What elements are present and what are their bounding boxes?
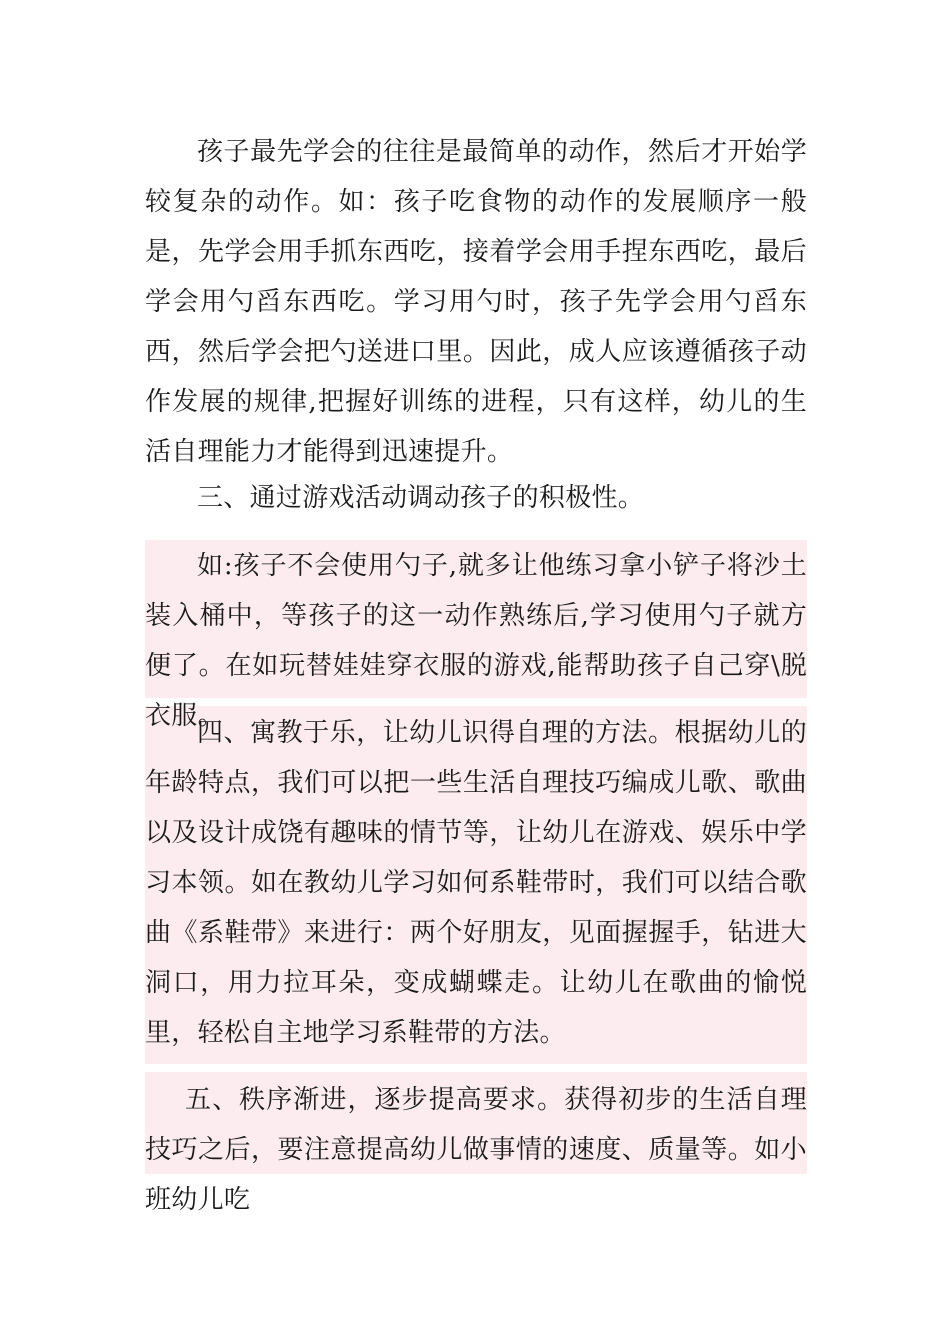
section-heading-3: 三、通过游戏活动调动孩子的积极性。: [197, 483, 645, 513]
paragraph-1: 孩子最先学会的往往是最简单的动作，然后才开始学较复杂的动作。如：孩子吃食物的动作的发展顺序一般是，先学会用手抓东西吃，接着学会用手捏东西吃，最后学会用勺舀东西吃。学习用勺时，孩子先学会用勺舀东西，然后学会把勺送进口里。因此，成人应该遵循孩子动作发展的规律,把握好训练的进程，只有这样，幼儿的生活自理能力才能得到迅速提升。: [145, 137, 807, 467]
paragraph-4: 四、寓教于乐，让幼儿识得自理的方法。根据幼儿的年龄特点，我们可以把一些生活自理技巧编成儿歌、歌曲以及设计成饶有趣味的情节等，让幼儿在游戏、娱乐中学习本领。如在教幼儿学习如何系鞋带时，我们可以结合歌曲《系鞋带》来进行：两个好朋友，见面握握手，钻进大洞口，用力拉耳朵，变成蝴蝶走。让幼儿在歌曲的愉悦里，轻松自主地学习系鞋带的方法。: [145, 718, 807, 1048]
paragraph-5: 五、秩序渐进，逐步提高要求。获得初步的生活自理技巧之后，要注意提高幼儿做事情的速度、质量等。如小班幼儿吃: [145, 1085, 807, 1215]
paragraph-3: 如:孩子不会使用勺子,就多让他练习拿小铲子将沙土装入桶中，等孩子的这一动作熟练后,学习使用勺子就方便了。在如玩替娃娃穿衣服的游戏,能帮助孩子自己穿\脱衣服。: [145, 551, 807, 731]
